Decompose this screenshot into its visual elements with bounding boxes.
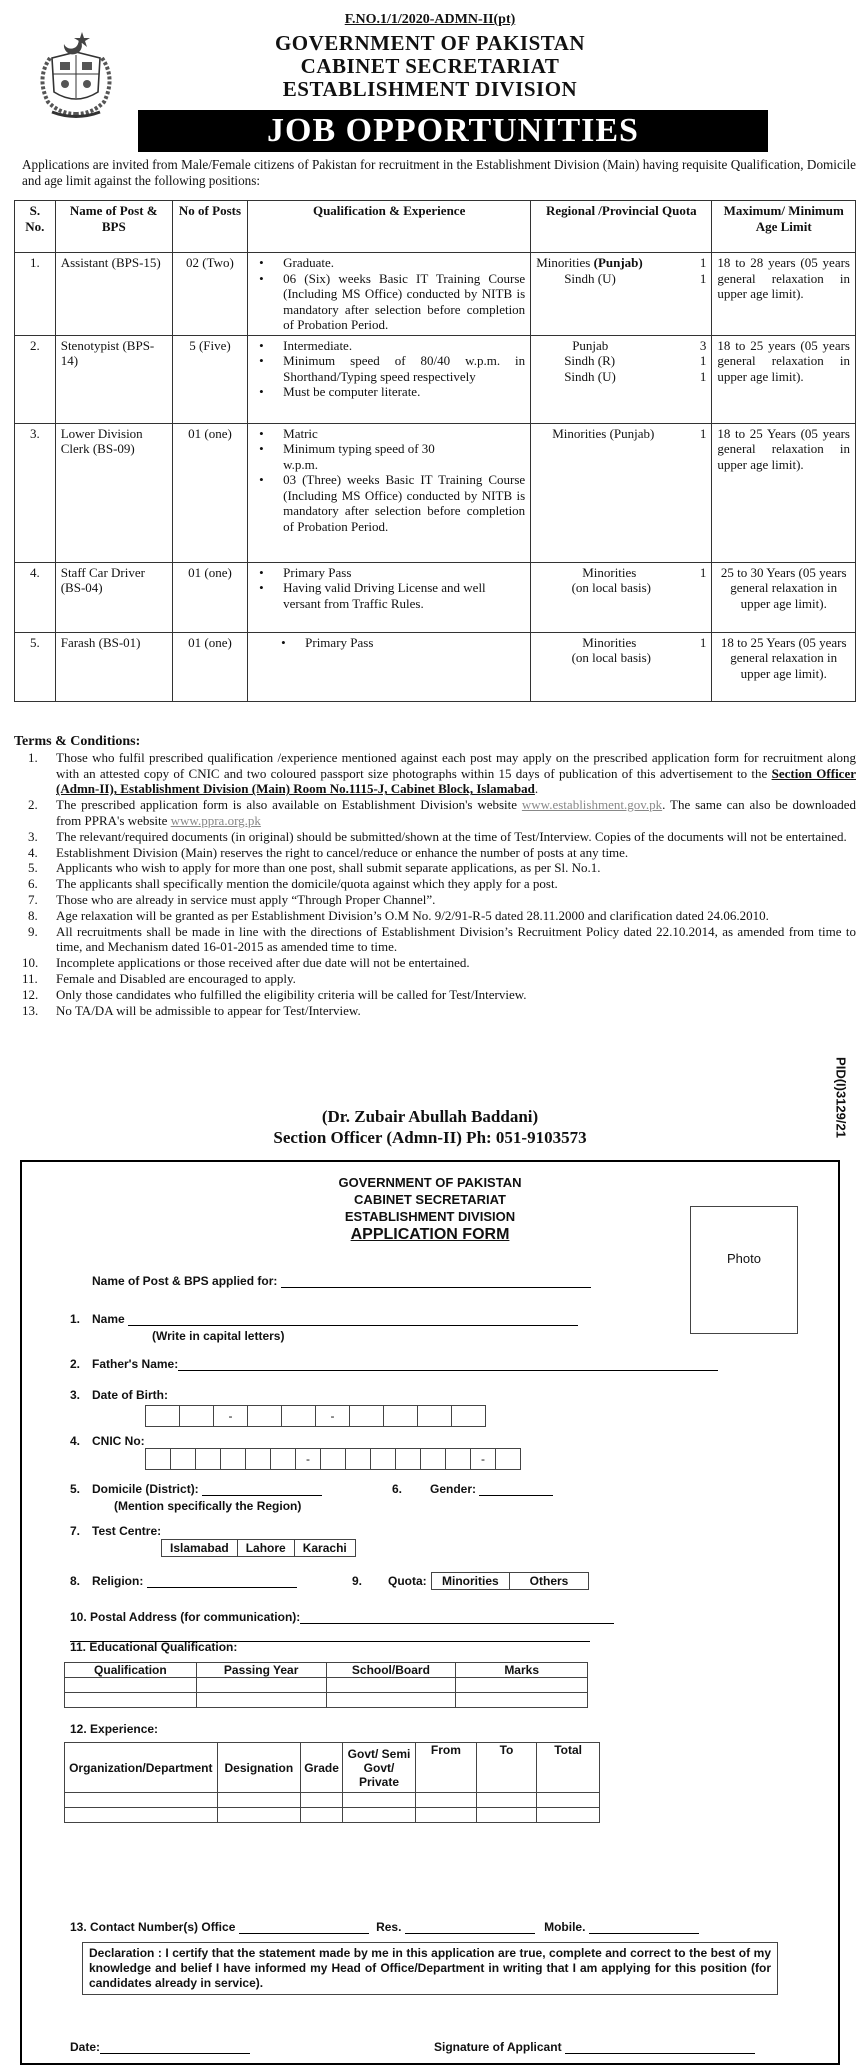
row-posts: 01 (one) [172, 423, 247, 562]
row-quota [531, 632, 712, 701]
quota-region: Sindh (U) [564, 368, 616, 384]
edu-col-board: School/Board [326, 1663, 456, 1678]
list-item: 8. Age relaxation will be granted as per Establishment Division’s O.M No. 9/2/91-R-5 dated 28.11.2000 and clarification dated 24.06.2010. [28, 907, 769, 923]
list-item: 5. Applicants who wish to apply for more than one post, shall submit separate applications, as per Sl. No.1. [28, 860, 601, 876]
establishment-website-link[interactable]: www.establishment.gov.pk [521, 797, 663, 813]
list-item: • Having valid Driving License and well versant from Traffic Rules. [253, 580, 525, 611]
exp-col-govt-type: Govt/ Semi Govt/ Private [342, 1743, 415, 1793]
row-sno: 2. [15, 335, 56, 423]
list-item: 9. All recruitments shall be made in line with the directions of Establishment Division’s Recruitment Policy dated 22.10.2014, as amended from time to time, and Mechanism dated 16-01-2015 as amended time to time. [28, 923, 856, 955]
application-form [20, 1160, 840, 2065]
row-qualification [248, 423, 531, 562]
domicile-note: (Mention specifically the Region) [114, 1499, 302, 1513]
exp-col-designation: Designation [217, 1743, 301, 1793]
education-label: 11. Educational Qualification: [70, 1640, 238, 1654]
govt-line-2: CABINET SECRETARIAT [300, 54, 560, 78]
postal-address-field[interactable]: 10. Postal Address (for communication): [70, 1610, 614, 1624]
submission-address: Section Officer (Admn-II), Establishment Division (Main) Room No.1115-J, Cabinet Block, Islamabad [56, 765, 856, 797]
govt-title-block [0, 32, 860, 101]
list-item: 6. The applicants shall specifically mention the domicile/quota against which they apply for a post. [28, 876, 558, 892]
signature-block [0, 1106, 860, 1148]
list-item: 3. The relevant/required documents (in original) should be submitted/shown at the time of Test/Interview. Copies of the documents will not be entertained. [28, 828, 847, 844]
table-row [15, 253, 856, 336]
terms-and-conditions [14, 734, 856, 1018]
option-lahore[interactable]: Lahore [237, 1539, 295, 1557]
row-post: Farash (BS-01) [55, 632, 172, 701]
table-row[interactable] [65, 1793, 600, 1808]
experience-label: 12. Experience: [70, 1722, 159, 1736]
col-posts: No of Posts [172, 201, 247, 253]
quota-count: 1 [699, 353, 707, 368]
row-age: 18 to 25 Years (05 years general relaxation in upper age limit). [712, 423, 856, 562]
col-quota: Regional /Provincial Quota [531, 201, 712, 253]
list-item: • 03 (Three) weeks Basic IT Training Course (Including MS Office) conducted by NITB is mandatory after selection before completion of Probation Period. [253, 472, 525, 534]
option-karachi[interactable]: Karachi [294, 1539, 356, 1557]
quota-region: Sindh (R) [564, 353, 616, 368]
row-posts: 01 (one) [172, 562, 247, 632]
list-item: • Intermediate. [253, 338, 525, 354]
table-row[interactable] [65, 1693, 588, 1708]
quota-count: 1 [699, 564, 707, 580]
quota-region: Minorities (Punjab) [536, 255, 643, 270]
dob-boxes[interactable]: - - [146, 1405, 486, 1427]
row-quota [531, 423, 712, 562]
col-age: Maximum/ Minimum Age Limit [712, 201, 856, 253]
quota-count: 1 [699, 270, 707, 286]
quota-note: (on local basis) [571, 650, 651, 665]
signatory-name: (Dr. Zubair Abullah Baddani) [321, 1107, 539, 1126]
edu-col-qualification: Qualification [65, 1663, 197, 1678]
govt-line-1: GOVERNMENT OF PAKISTAN [274, 31, 586, 55]
row-post: Lower Division Clerk (BS-09) [55, 423, 172, 562]
quota-options[interactable] [432, 1572, 589, 1590]
form-govt-line-1: GOVERNMENT OF PAKISTAN [338, 1175, 522, 1190]
test-centre-options[interactable] [162, 1539, 356, 1557]
row-qualification [248, 562, 531, 632]
list-item: • Matric [253, 426, 525, 442]
posts-table [14, 200, 856, 702]
advert-header [0, 0, 860, 155]
row-posts: 01 (one) [172, 632, 247, 701]
exp-col-from: From [416, 1743, 477, 1793]
table-row[interactable] [65, 1678, 588, 1693]
quota-region: Sindh (U) [564, 270, 616, 286]
govt-line-3: ESTABLISHMENT DIVISION [282, 77, 578, 101]
row-quota [531, 562, 712, 632]
row-age: 18 to 25 Years (05 years general relaxation in upper age limit). [712, 632, 856, 701]
list-item: • Primary Pass [253, 565, 525, 581]
list-item: 12. Only those candidates who fulfilled the eligibility criteria will be called for Test/Interview. [22, 986, 527, 1002]
exp-col-to: To [476, 1743, 537, 1793]
list-item: 11. Female and Disabled are encouraged to apply. [22, 970, 296, 986]
row-age: 18 to 25 years (05 years general relaxation in upper age limit). [712, 335, 856, 423]
declaration-box: Declaration : I certify that the statement made by me in this application are true, complete and correct to the best of my knowledge and belief I have informed my Head of Office/Department in writing that I am applying for this position (for candidates already in service). [82, 1942, 778, 1995]
row-sno: 4. [15, 562, 56, 632]
test-centre-label: 7. Test Centre: [70, 1524, 162, 1538]
quota-label: 9. Quota: [352, 1574, 427, 1588]
row-qualification [248, 253, 531, 336]
row-post: Staff Car Driver (BS-04) [55, 562, 172, 632]
row-sno: 5. [15, 632, 56, 701]
quota-count: 3 [699, 337, 707, 353]
file-number: F.NO.1/1/2020-ADMN-II(pt) [344, 12, 516, 27]
table-row [15, 335, 856, 423]
quota-region: Minorities [582, 634, 637, 650]
row-age: 25 to 30 Years (05 years general relaxation in upper age limit). [712, 562, 856, 632]
cnic-boxes[interactable]: - - [146, 1448, 521, 1470]
row-post: Stenotypist (BPS-14) [55, 335, 172, 423]
date-field[interactable]: Date: [70, 2040, 250, 2054]
quota-region: Minorities [582, 564, 637, 580]
option-others[interactable]: Others [509, 1572, 590, 1590]
table-row [15, 562, 856, 632]
list-item: • 06 (Six) weeks Basic IT Training Course (Including MS Office) conducted by NITB is mandatory after selection before completion of Probation Period. [253, 271, 525, 333]
intro-paragraph: Applications are invited from Male/Female citizens of Pakistan for recruitment in the Establishment Division (Main) having requisite Qualification, Domicile and age limit against the following positions: [22, 157, 856, 188]
table-row[interactable] [65, 1808, 600, 1823]
form-title: APPLICATION FORM [350, 1226, 510, 1243]
option-islamabad[interactable]: Islamabad [161, 1539, 238, 1557]
exp-col-organization: Organization/Department [65, 1743, 218, 1793]
row-sno: 3. [15, 423, 56, 562]
list-item: • Primary Pass [275, 635, 525, 651]
father-name-field[interactable]: 2. Father's Name: [70, 1357, 718, 1371]
quota-count: 1 [699, 634, 707, 650]
education-table [64, 1662, 588, 1708]
domicile-field[interactable]: 5. Domicile (District): [70, 1482, 322, 1496]
list-item: • Minimum typing speed of 30 w.p.m. [253, 441, 525, 472]
row-posts: 02 (Two) [172, 253, 247, 336]
table-row [15, 632, 856, 701]
name-field-note: (Write in capital letters) [152, 1329, 285, 1343]
ppra-website-link[interactable]: www.ppra.org.pk [170, 812, 261, 828]
list-item: 2. The prescribed application form is also available on Establishment Division's website www.establishment.gov.pk. The same can also be downloaded from PPRA's website www.ppra.org.pk [28, 797, 856, 828]
list-item: 13. No TA/DA will be admissible to appear for Test/Interview. [22, 1002, 361, 1018]
post-applied-field[interactable]: Name of Post & BPS applied for: [92, 1274, 591, 1288]
posts-table-header [15, 201, 856, 253]
quota-note: (on local basis) [571, 580, 651, 595]
form-govt-line-2: CABINET SECRETARIAT [354, 1192, 506, 1207]
exp-col-grade: Grade [301, 1743, 343, 1793]
quota-region: Minorities (Punjab) [552, 425, 655, 441]
row-qualification [248, 632, 531, 701]
contact-numbers-field[interactable]: 13. Contact Number(s) Office Res. Mobile. [70, 1920, 699, 1934]
religion-field[interactable]: 8. Religion: [70, 1574, 297, 1588]
col-sno: S. No. [15, 201, 56, 253]
edu-col-marks: Marks [456, 1663, 588, 1678]
form-govt-line-3: ESTABLISHMENT DIVISION [344, 1209, 516, 1224]
row-posts: 5 (Five) [172, 335, 247, 423]
job-opportunities-banner: JOB OPPORTUNITIES [138, 110, 768, 152]
quota-count: 1 [699, 255, 707, 270]
row-post: Assistant (BPS-15) [55, 253, 172, 336]
list-item: 4. Establishment Division (Main) reserves the right to cancel/reduce or enhance the number of posts at any time. [28, 844, 629, 860]
name-field[interactable]: 1. Name [70, 1312, 578, 1326]
photo-box[interactable]: Photo [690, 1206, 798, 1334]
list-item: 1. Those who fulfil prescribed qualification /experience mentioned against each post may apply on the prescribed application form for recruitment along with an attested copy of CNIC and two coloured passport size photographs within 15 days of publication of this advertisement to the Section Officer (Admn-II), Establishment Division (Main) Room No.1115-J, Cabinet Block, Islamabad. [28, 749, 856, 797]
list-item: 10. Incomplete applications or those received after due date will not be entertained. [22, 955, 470, 971]
pid-number: PID(I)3129/21 [833, 1057, 849, 1138]
col-post: Name of Post & BPS [55, 201, 172, 253]
edu-col-passing-year: Passing Year [196, 1663, 326, 1678]
experience-table [64, 1742, 600, 1823]
col-qualification: Qualification & Experience [248, 201, 531, 253]
gender-field[interactable]: 6. Gender: [392, 1482, 553, 1496]
row-age: 18 to 28 years (05 years general relaxation in upper age limit). [712, 253, 856, 336]
dob-label: 3. Date of Birth: [70, 1388, 168, 1402]
quota-count: 1 [699, 368, 707, 384]
row-sno: 1. [15, 253, 56, 336]
cnic-label: 4. CNIC No: [70, 1434, 145, 1448]
row-quota [531, 253, 712, 336]
quota-count: 1 [699, 425, 707, 441]
table-row [15, 423, 856, 562]
quota-region: Punjab [572, 337, 609, 353]
signatory-designation: Section Officer (Admn-II) Ph: 051-9103573 [273, 1128, 587, 1147]
terms-title: Terms & Conditions: [14, 734, 141, 749]
exp-col-total: Total [537, 1743, 600, 1793]
signature-field[interactable]: Signature of Applicant [434, 2040, 755, 2054]
option-minorities[interactable]: Minorities [431, 1572, 510, 1590]
row-quota [531, 335, 712, 423]
list-item: • Minimum speed of 80/40 w.p.m. in Shorthand/Typing speed respectively [253, 353, 525, 384]
row-qualification [248, 335, 531, 423]
list-item: • Must be computer literate. [253, 384, 525, 400]
list-item: • Graduate. [253, 255, 525, 271]
list-item: 7. Those who are already in service must apply “Through Proper Channel”. [28, 891, 436, 907]
